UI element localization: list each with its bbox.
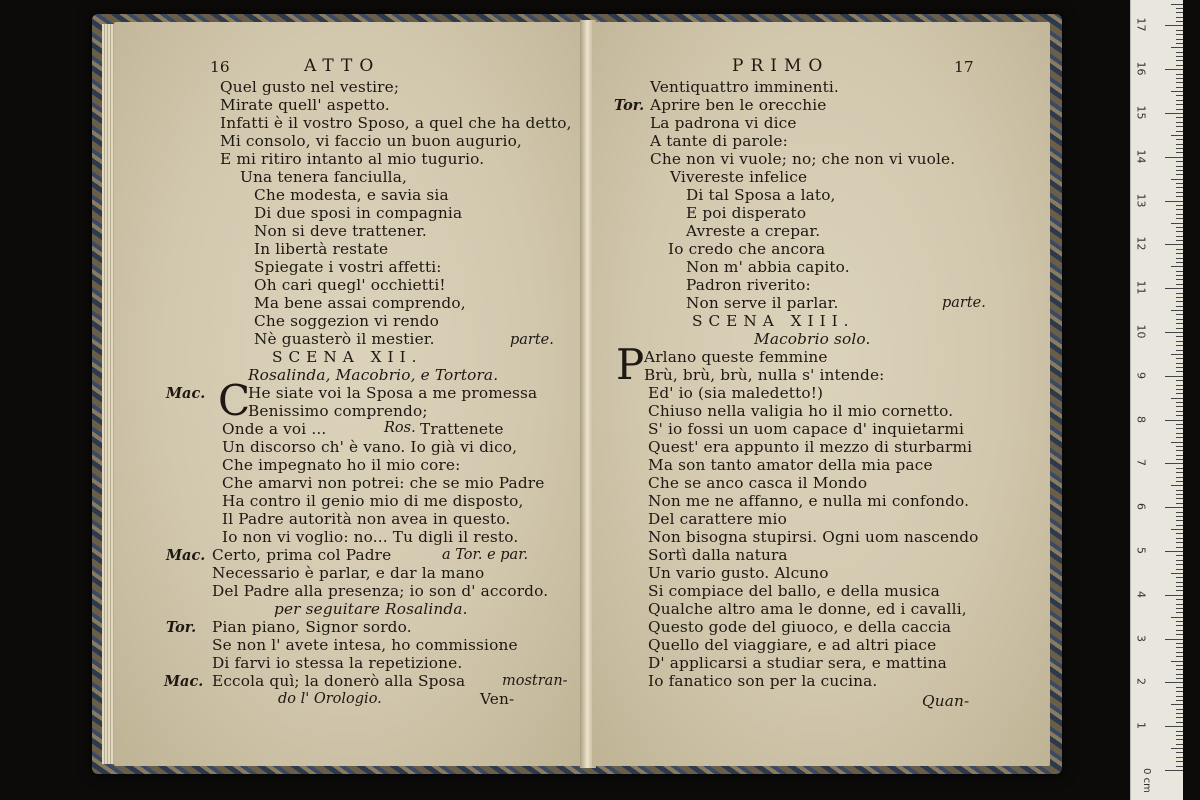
text-line: Io credo che ancora	[668, 240, 826, 258]
text-line: Arlano queste femmine	[644, 348, 828, 366]
ruler-tick	[1171, 223, 1183, 224]
text-line: Non bisogna stupirsi. Ogni uom nascendo	[648, 528, 979, 546]
ruler-tick	[1171, 529, 1183, 530]
ruler-tick	[1176, 547, 1183, 548]
ruler-tick	[1176, 752, 1183, 753]
text-line: Nè guasterò il mestier.	[254, 330, 435, 348]
text-line: Ma son tanto amator della mia pace	[648, 456, 933, 474]
ruler-tick	[1176, 630, 1183, 631]
ruler-tick	[1176, 56, 1183, 57]
text-line: Che amarvi non potrei: che se mio Padre	[222, 474, 545, 492]
ruler-tick	[1165, 288, 1183, 289]
ruler-tick	[1176, 166, 1183, 167]
ruler-tick	[1176, 82, 1183, 83]
ruler-tick	[1176, 525, 1183, 526]
text-line: Oh cari quegl' occhietti!	[254, 276, 446, 294]
ruler-tick	[1176, 674, 1183, 675]
ruler-tick	[1176, 415, 1183, 416]
ruler-tick	[1176, 555, 1183, 556]
ruler-tick	[1165, 69, 1183, 70]
ruler-tick	[1176, 126, 1183, 127]
ruler-tick	[1176, 363, 1183, 364]
scene-heading: SCENA XII.	[272, 348, 423, 366]
text-line: Che soggezion vi rendo	[254, 312, 439, 330]
ruler-tick	[1176, 542, 1183, 543]
ruler-tick	[1165, 113, 1183, 114]
ruler-tick	[1176, 60, 1183, 61]
ruler-tick	[1176, 170, 1183, 171]
text-line: Necessario è parlar, e dar la mano	[212, 564, 485, 582]
ruler-tick	[1176, 284, 1183, 285]
ruler-tick	[1176, 350, 1183, 351]
ruler-tick	[1176, 314, 1183, 315]
ruler-label: 9	[1134, 371, 1148, 379]
ruler-tick	[1176, 503, 1183, 504]
ruler-tick	[1171, 573, 1183, 574]
ruler-tick	[1176, 446, 1183, 447]
text-line: Brù, brù, brù, nulla s' intende:	[644, 366, 885, 384]
ruler-tick	[1176, 647, 1183, 648]
text-line: S' io fossi un uom capace d' inquietarmi	[648, 420, 965, 438]
text-line: Quello del viaggiare, e ad altri piace	[648, 636, 937, 654]
ruler-tick	[1176, 323, 1183, 324]
ruler-tick	[1176, 371, 1183, 372]
text-line: Di farvi io stessa la repetizione.	[212, 654, 463, 672]
ruler-tick	[1171, 266, 1183, 267]
text-line: Padron riverito:	[686, 276, 811, 294]
ruler-tick	[1171, 661, 1183, 662]
ruler-tick	[1176, 393, 1183, 394]
ruler-tick	[1176, 538, 1183, 539]
ruler-tick	[1176, 612, 1183, 613]
ruler-label: 15	[1134, 105, 1148, 120]
ruler-tick	[1176, 406, 1183, 407]
text-line: Che impegnato ho il mio core:	[222, 456, 461, 474]
catchword: Ven-	[480, 690, 515, 708]
ruler-tick	[1176, 700, 1183, 701]
ruler-tick	[1176, 533, 1183, 534]
ruler-label: 4	[1134, 590, 1148, 598]
ruler-tick	[1176, 569, 1183, 570]
ruler-tick	[1165, 157, 1183, 158]
text-line: Certo, prima col Padre	[212, 546, 392, 564]
ruler-tick	[1165, 639, 1183, 640]
ruler-tick	[1165, 244, 1183, 245]
ruler-tick	[1176, 604, 1183, 605]
stage-direction: do l' Orologio.	[278, 691, 382, 707]
ruler-tick	[1165, 420, 1183, 421]
ruler-tick	[1176, 761, 1183, 762]
stage-direction: a Tor. e par.	[442, 547, 529, 563]
ruler-tick	[1176, 262, 1183, 263]
ruler-label: 17	[1134, 17, 1148, 32]
ruler-tick	[1176, 17, 1183, 18]
text-line: Mi consolo, vi faccio un buon augurio,	[220, 132, 522, 150]
text-line: Quel gusto nel vestire;	[220, 78, 400, 96]
text-line: Io non vi voglio: no... Tu digli il resto.	[222, 528, 519, 546]
open-book	[92, 14, 1062, 774]
ruler-tick	[1165, 770, 1183, 771]
ruler-tick	[1176, 109, 1183, 110]
ruler-tick	[1176, 516, 1183, 517]
ruler-tick	[1176, 385, 1183, 386]
ruler-tick	[1176, 104, 1183, 105]
text-line: Un discorso ch' è vano. Io già vi dico,	[222, 438, 518, 456]
page-number: 16	[210, 58, 230, 76]
text-line: Che se anco casca il Mondo	[648, 474, 868, 492]
text-line: Pian piano, Signor sordo.	[212, 618, 412, 636]
catchword: Quan-	[922, 692, 970, 710]
ruler-tick	[1176, 652, 1183, 653]
text-line: Mirate quell' aspetto.	[220, 96, 390, 114]
text-line: Aprire ben le orecchie	[650, 96, 827, 114]
text-line: Se non l' avete intesa, ho commissione	[212, 636, 518, 654]
ruler-tick	[1165, 507, 1183, 508]
ruler-tick	[1176, 319, 1183, 320]
text-line: Trattenete	[420, 420, 504, 438]
ruler-tick	[1176, 275, 1183, 276]
ruler-tick	[1176, 205, 1183, 206]
ruler-tick	[1176, 297, 1183, 298]
ruler-tick	[1176, 402, 1183, 403]
ruler-tick	[1176, 192, 1183, 193]
ruler-tick	[1176, 411, 1183, 412]
text-line: Io fanatico son per la cucina.	[648, 672, 878, 690]
ruler-label: 14	[1134, 149, 1148, 164]
ruler-tick	[1176, 450, 1183, 451]
ruler-tick	[1176, 30, 1183, 31]
ruler-tick	[1176, 148, 1183, 149]
ruler-tick	[1176, 367, 1183, 368]
ruler-tick	[1176, 560, 1183, 561]
text-line: Qualche altro ama le donne, ed i cavalli,	[648, 600, 967, 618]
ruler-tick	[1176, 665, 1183, 666]
left-page	[114, 22, 584, 766]
ruler-unit: 0 cm	[1140, 768, 1152, 793]
text-line: D' applicarsi a studiar sera, e mattina	[648, 654, 947, 672]
ruler-tick	[1171, 354, 1183, 355]
ruler-tick	[1176, 380, 1183, 381]
ruler-tick	[1165, 332, 1183, 333]
text-line: Ha contro il genio mio di me disposto,	[222, 492, 524, 510]
ruler-label: 3	[1134, 634, 1148, 642]
ruler-tick	[1176, 227, 1183, 228]
scene-cast: Macobrio solo.	[754, 330, 871, 348]
ruler-tick	[1171, 47, 1183, 48]
ruler-tick	[1171, 91, 1183, 92]
speaker-label: Ros.	[384, 420, 416, 436]
ruler-tick	[1176, 328, 1183, 329]
text-line: Il Padre autorità non avea in questo.	[222, 510, 511, 528]
ruler-tick	[1176, 481, 1183, 482]
scene-cast: Rosalinda, Macobrio, e Tortora.	[248, 366, 499, 384]
ruler-tick	[1165, 551, 1183, 552]
speaker-label: Mac.	[166, 385, 206, 402]
ruler-tick	[1176, 214, 1183, 215]
ruler-tick	[1176, 582, 1183, 583]
text-line: Non serve il parlar.	[686, 294, 839, 312]
ruler-tick	[1176, 459, 1183, 460]
ruler-tick	[1171, 748, 1183, 749]
ruler-tick	[1176, 183, 1183, 184]
ruler-tick	[1176, 139, 1183, 140]
ruler-tick	[1176, 34, 1183, 35]
ruler-label: 7	[1134, 459, 1148, 467]
ruler-tick	[1176, 341, 1183, 342]
ruler-tick	[1176, 236, 1183, 237]
ruler-tick	[1176, 74, 1183, 75]
ruler-tick	[1176, 520, 1183, 521]
text-line: Sortì dalla natura	[648, 546, 788, 564]
ruler-tick	[1165, 376, 1183, 377]
text-line: Non si deve trattener.	[254, 222, 427, 240]
ruler-tick	[1176, 209, 1183, 210]
ruler-tick	[1176, 39, 1183, 40]
ruler-label: 12	[1134, 236, 1148, 251]
ruler-label: 10	[1134, 324, 1148, 339]
text-line: Vivereste infelice	[670, 168, 808, 186]
text-line: E poi disperato	[686, 204, 807, 222]
ruler-tick	[1176, 65, 1183, 66]
drop-cap: C	[218, 376, 251, 425]
ruler-tick	[1176, 678, 1183, 679]
ruler-tick	[1176, 12, 1183, 13]
ruler-tick	[1176, 731, 1183, 732]
ruler-tick	[1176, 144, 1183, 145]
text-line: Questo gode del giuoco, e della caccia	[648, 618, 952, 636]
ruler-tick	[1176, 336, 1183, 337]
text-line: Si compiace del ballo, e della musica	[648, 582, 940, 600]
ruler-tick	[1176, 122, 1183, 123]
ruler-tick	[1176, 512, 1183, 513]
stage-direction: parte.	[510, 332, 554, 348]
ruler-tick	[1165, 201, 1183, 202]
ruler-tick	[1176, 306, 1183, 307]
ruler-tick	[1176, 634, 1183, 635]
ruler-tick	[1176, 117, 1183, 118]
ruler-tick	[1176, 174, 1183, 175]
ruler-tick	[1176, 437, 1183, 438]
ruler-tick	[1176, 43, 1183, 44]
text-line: Benissimo comprendo;	[248, 402, 428, 420]
text-line: Spiegate i vostri affetti:	[254, 258, 442, 276]
text-line: He siate voi la Sposa a me promessa	[248, 384, 538, 402]
ruler-tick	[1171, 485, 1183, 486]
ruler-tick	[1176, 218, 1183, 219]
ruler-label: 13	[1134, 193, 1148, 208]
text-line: Ventiquattro imminenti.	[650, 78, 839, 96]
text-line: Chiuso nella valigia ho il mio cornetto.	[648, 402, 954, 420]
text-line: Onde a voi ...	[222, 420, 327, 438]
ruler-tick	[1176, 240, 1183, 241]
ruler-tick	[1176, 187, 1183, 188]
stage-direction: mostran-	[502, 673, 568, 689]
ruler-label: 8	[1134, 415, 1148, 423]
ruler-tick	[1176, 293, 1183, 294]
ruler-tick	[1176, 643, 1183, 644]
stage-direction: parte.	[942, 295, 986, 311]
ruler-tick	[1171, 135, 1183, 136]
ruler-label: 5	[1134, 547, 1148, 554]
ruler-tick	[1171, 4, 1183, 5]
speaker-label: Tor.	[614, 97, 645, 114]
ruler-tick	[1176, 455, 1183, 456]
ruler-tick	[1176, 389, 1183, 390]
ruler-tick	[1165, 726, 1183, 727]
ruler-tick	[1171, 398, 1183, 399]
ruler-tick	[1176, 709, 1183, 710]
ruler-tick	[1176, 739, 1183, 740]
ruler-tick	[1176, 345, 1183, 346]
ruler-label: 6	[1134, 503, 1148, 511]
ruler-tick	[1176, 590, 1183, 591]
ruler-tick	[1176, 621, 1183, 622]
text-line: Infatti è il vostro Sposo, a quel che ha detto,	[220, 114, 572, 132]
text-line: Avreste a crepar.	[686, 222, 821, 240]
text-line: Di due sposi in compagnia	[254, 204, 463, 222]
ruler-tick	[1176, 8, 1183, 9]
text-line: Di tal Sposa a lato,	[686, 186, 836, 204]
ruler-label: 2	[1134, 678, 1148, 686]
ruler-label: 1	[1134, 722, 1148, 730]
text-line: In libertà restate	[254, 240, 389, 258]
text-line: A tante di parole:	[650, 132, 788, 150]
ruler-tick	[1176, 472, 1183, 473]
ruler-tick	[1165, 595, 1183, 596]
ruler-tick	[1176, 599, 1183, 600]
ruler-tick	[1176, 21, 1183, 22]
speaker-label: Tor.	[166, 619, 197, 636]
ruler-tick	[1176, 766, 1183, 767]
text-line: Ma bene assai comprendo,	[254, 294, 466, 312]
ruler-tick	[1176, 498, 1183, 499]
ruler-tick	[1176, 87, 1183, 88]
ruler-tick	[1176, 433, 1183, 434]
text-line: Del carattere mio	[648, 510, 787, 528]
speaker-label: Mac.	[166, 547, 206, 564]
ruler-tick	[1176, 494, 1183, 495]
ruler-tick	[1165, 463, 1183, 464]
text-line: La padrona vi dice	[650, 114, 797, 132]
running-head: PRIMO	[732, 56, 830, 76]
ruler-tick	[1176, 608, 1183, 609]
text-line: Quest' era appunto il mezzo di sturbarmi	[648, 438, 973, 456]
ruler-tick	[1171, 179, 1183, 180]
ruler-tick	[1176, 152, 1183, 153]
ruler-tick	[1176, 713, 1183, 714]
text-line: Che modesta, e savia sia	[254, 186, 449, 204]
right-page	[592, 22, 1050, 766]
speaker-label: Mac.	[164, 673, 204, 690]
ruler-tick	[1176, 424, 1183, 425]
ruler-label: 11	[1134, 280, 1148, 295]
ruler-tick	[1176, 279, 1183, 280]
ruler-tick	[1176, 253, 1183, 254]
ruler-tick	[1176, 656, 1183, 657]
ruler-tick	[1176, 564, 1183, 565]
text-line: Del Padre alla presenza; io son d' accordo.	[212, 582, 549, 600]
page-number: 17	[954, 58, 974, 76]
ruler-tick	[1171, 442, 1183, 443]
ruler-tick	[1176, 744, 1183, 745]
ruler-tick	[1176, 100, 1183, 101]
running-head: ATTO	[304, 56, 381, 76]
ruler-tick	[1176, 161, 1183, 162]
text-line: Un vario gusto. Alcuno	[648, 564, 829, 582]
drop-cap: P	[616, 340, 645, 389]
ruler-tick	[1176, 490, 1183, 491]
ruler-tick	[1176, 271, 1183, 272]
ruler-tick	[1176, 301, 1183, 302]
ruler-tick	[1176, 78, 1183, 79]
ruler-tick	[1176, 696, 1183, 697]
ruler-tick	[1176, 577, 1183, 578]
text-line: Non m' abbia capito.	[686, 258, 850, 276]
text-line: E mi ritiro intanto al mio tugurio.	[220, 150, 485, 168]
ruler-tick	[1176, 358, 1183, 359]
ruler-tick	[1176, 717, 1183, 718]
ruler-tick	[1176, 196, 1183, 197]
ruler-tick	[1176, 428, 1183, 429]
ruler-tick	[1176, 691, 1183, 692]
text-line: Ed' io (sia maledetto!)	[648, 384, 824, 402]
text-line: Eccola quì; la donerò alla Sposa	[212, 672, 466, 690]
ruler-tick	[1176, 231, 1183, 232]
ruler-tick	[1171, 617, 1183, 618]
ruler-tick	[1171, 704, 1183, 705]
ruler-tick	[1176, 249, 1183, 250]
measurement-ruler	[1130, 0, 1183, 800]
text-line: Non me ne affanno, e nulla mi confondo.	[648, 492, 970, 510]
ruler-tick	[1176, 131, 1183, 132]
ruler-tick	[1176, 735, 1183, 736]
ruler-tick	[1176, 258, 1183, 259]
ruler-tick	[1176, 625, 1183, 626]
stage-direction: per seguitare Rosalinda.	[274, 600, 468, 618]
scene-heading: SCENA XIII.	[692, 312, 855, 330]
ruler-tick	[1176, 722, 1183, 723]
ruler-tick	[1176, 757, 1183, 758]
ruler-tick	[1165, 25, 1183, 26]
ruler-tick	[1165, 682, 1183, 683]
text-line: Che non vi vuole; no; che non vi vuole.	[650, 150, 956, 168]
ruler-tick	[1176, 477, 1183, 478]
ruler-label: 16	[1134, 61, 1148, 76]
ruler-tick	[1176, 687, 1183, 688]
ruler-tick	[1176, 468, 1183, 469]
ruler-tick	[1176, 95, 1183, 96]
text-line: Una tenera fanciulla,	[240, 168, 407, 186]
ruler-tick	[1171, 310, 1183, 311]
ruler-tick	[1176, 586, 1183, 587]
ruler-tick	[1176, 669, 1183, 670]
ruler-tick	[1176, 52, 1183, 53]
